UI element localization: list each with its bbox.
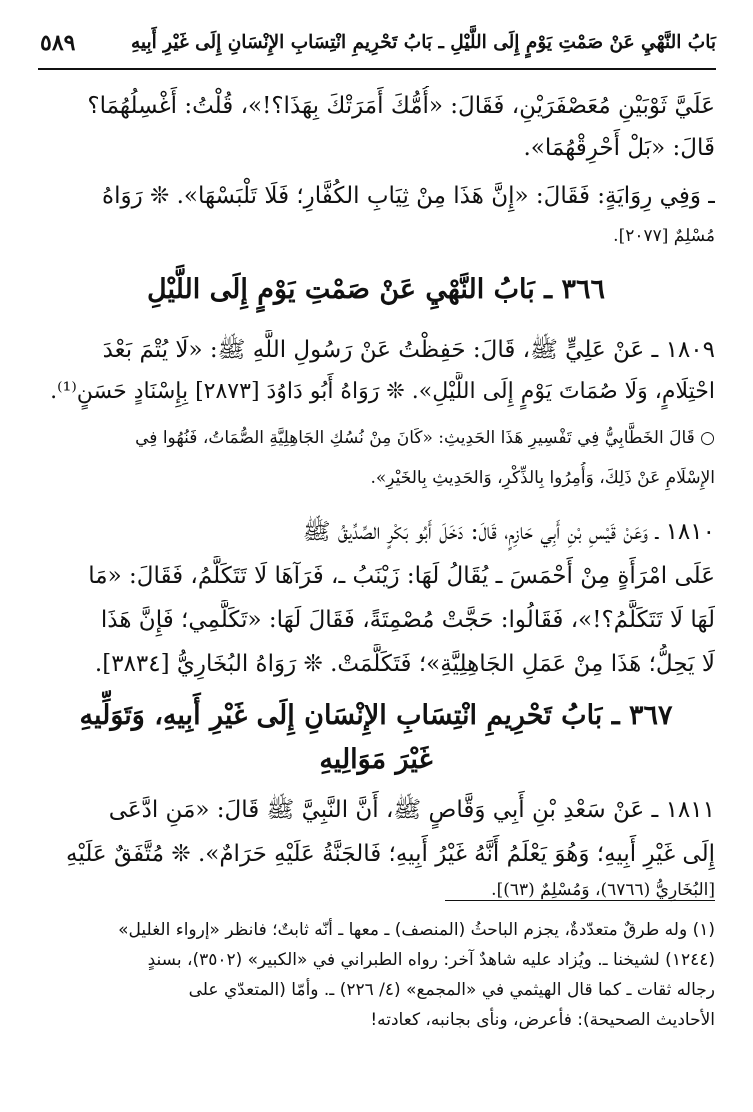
running-title: بَابُ النَّهْيِ عَنْ صَمْتِ يَوْمٍ إِلَى اللَّيْلِ ـ بَابُ تَحْرِيمِ انْتِسَابِ الإِنْسَانِ إِلَى غَيْرِ أَبِيهِ — [130, 32, 716, 53]
page-number: ٥٨٩ — [40, 30, 76, 56]
text-line: قَالَ: «بَلْ أَحْرِقْهُمَا». — [523, 135, 715, 161]
chapter-heading-367: ٣٦٧ ـ بَابُ تَحْرِيمِ انْتِسَابِ الإِنْسَانِ إِلَى غَيْرِ أَبِيهِ، وَتَوَلِّيهِ — [79, 700, 673, 731]
text-line: عَلَى امْرَأَةٍ مِنْ أَحْمَسَ ـ يُقَالُ لَهَا: زَيْنَبُ ـ، فَرَآهَا لَا تَتَكَلَّمُ، فَقَالَ: «مَا — [88, 563, 715, 589]
text-line: عَلَيَّ ثَوْبَيْنِ مُعَصْفَرَيْنِ، فَقَالَ: «أُمُّكَ أَمَرَتْكَ بِهَذَا؟!»، قُلْتُ: أَغْسِلُهُمَا؟ — [87, 93, 715, 119]
footnote-line: الأحاديث الصحيحة): فأعرض، ونأى بجانبه، كعادته! — [370, 1010, 715, 1030]
page-header — [38, 28, 716, 70]
text-line: مُسْلِمٌ [٢٠٧٧]. — [613, 226, 715, 246]
commentary-line: ○ قَالَ الخَطَّابِيُّ فِي تَفْسِيرِ هَذَا الحَدِيثِ: «كَانَ مِنْ نُسُكِ الجَاهِلِيَّةِ الصُّمَاتُ، فَنُهُوا فِي — [135, 428, 715, 448]
text-line: إِلَى غَيْرِ أَبِيهِ؛ وَهُوَ يَعْلَمُ أَنَّهُ غَيْرُ أَبِيهِ؛ فَالجَنَّةُ عَلَيْهِ حَرَامٌ». ❊ مُتَّفَقٌ عَلَيْهِ — [66, 841, 715, 867]
chapter-heading-367-cont: غَيْرَ مَوَالِيهِ — [319, 744, 433, 775]
hadith-1810: ١٨١٠ ـ وَعَنْ قَيْسِ بْنِ أَبِي حَازِمٍ، قَالَ: دَخَلَ أَبُو بَكْرٍ الصِّدِّيقُ ﷺ — [302, 519, 715, 545]
hadith-1811: ١٨١١ ـ عَنْ سَعْدِ بْنِ أَبِي وَقَّاصٍ ﷺ، أَنَّ النَّبِيَّ ﷺ قَالَ: «مَنِ ادَّعَى — [108, 797, 715, 823]
commentary-line: الإِسْلَامِ عَنْ ذَلِكَ، وَأُمِرُوا بِالذِّكْرِ، وَالحَدِيثِ بِالخَيْرِ». — [370, 468, 715, 488]
text-line: لَا يَحِلُّ؛ هَذَا مِنْ عَمَلِ الجَاهِلِيَّةِ»؛ فَتَكَلَّمَتْ. ❊ رَوَاهُ البُخَارِيُّ [٣٨٣٤]. — [94, 651, 715, 677]
footnote-line: (١٢٤٤) لشيخنا ـ. ويُزاد عليه شاهدٌ آخر: رواه الطبراني في «الكبير» (٣٥٠٢)، بسندٍ — [147, 950, 715, 970]
text-line: [البُخَارِيُّ (٦٧٦٦)، وَمُسْلِمٌ (٦٣)]. — [491, 880, 715, 900]
text-line: ـ وَفِي رِوَايَةٍ: فَقَالَ: «إِنَّ هَذَا مِنْ ثِيَابِ الكُفَّارِ؛ فَلَا تَلْبَسْهَا». ❊ رَوَاهُ — [102, 183, 715, 209]
footnote-line: (١) وله طرقٌ متعدّدةٌ، يجزم الباحثُ (المنصف) ـ معها ـ أنّه ثابتٌ؛ فانظر «إرواء الغليل» — [118, 920, 715, 940]
footnote-divider — [445, 900, 715, 901]
chapter-heading-366: ٣٦٦ ـ بَابُ النَّهْيِ عَنْ صَمْتِ يَوْمٍ إِلَى اللَّيْلِ — [147, 274, 605, 305]
footnote-line: رجاله ثقات ـ كما قال الهيثمي في «المجمع» (٤/ ٢٢٦) ـ. وأمّا (المتعدّي على — [188, 980, 715, 1000]
text-line: احْتِلَامٍ، وَلَا صُمَاتَ يَوْمٍ إِلَى اللَّيْلِ». ❊ رَوَاهُ أَبُو دَاوُدَ [٢٨٧٣] بِإِسْنَادٍ حَسَنٍ⁽¹⁾. — [50, 379, 715, 404]
hadith-1809: ١٨٠٩ ـ عَنْ عَلِيٍّ ﷺ، قَالَ: حَفِظْتُ عَنْ رَسُولِ اللَّهِ ﷺ: «لَا يُتْمَ بَعْدَ — [102, 337, 715, 363]
text-line: لَهَا لَا تَتَكَلَّمُ؟!»، فَقَالُوا: حَجَّتْ مُصْمِتَةً، فَقَالَ لَهَا: «تَكَلَّمِي؛ فَإِنَّ هَذَا — [100, 607, 715, 633]
